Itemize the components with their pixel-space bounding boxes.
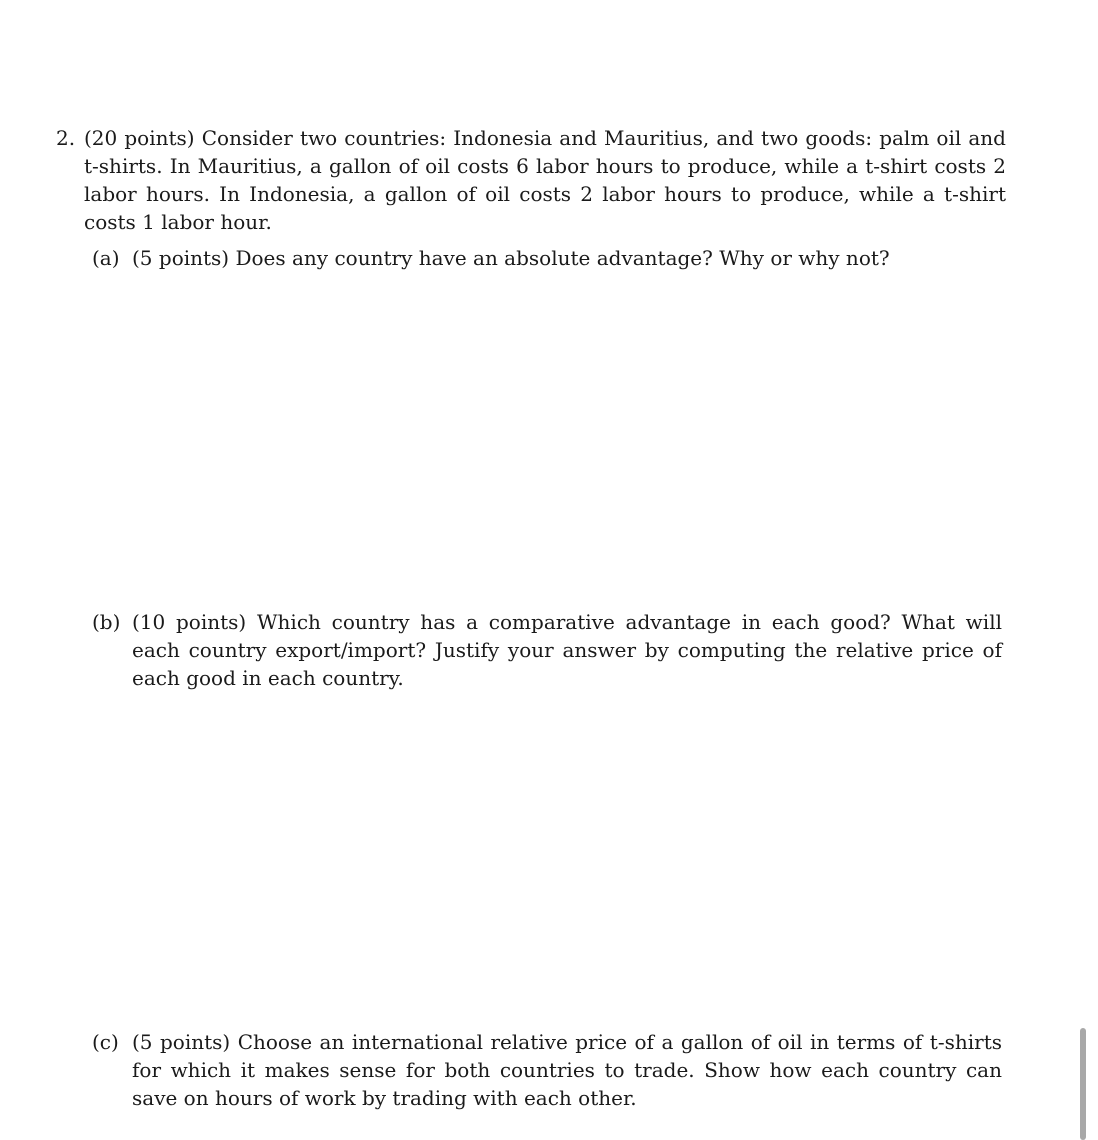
problem-number: 2. (56, 126, 76, 150)
problem-row (56, 124, 1006, 236)
part-b (92, 608, 1002, 692)
problem-2 (56, 124, 1006, 236)
vertical-scrollbar[interactable] (1080, 1028, 1086, 1140)
part-b-label: (b) (92, 610, 121, 634)
part-c (92, 1028, 1002, 1112)
part-b-question: (10 points) Which country has a comparative advantage in each good? What will each country export/import? Justify your answer by computing the relative price of each good in each country. (132, 610, 1002, 690)
problem-statement: (20 points) Consider two countries: Indonesia and Mauritius, and two goods: palm oil and t-shirts. In Mauritius, a gallon of oil costs 6 labor hours to produce, while a t-shirt costs 2 labor hours. In Indonesia, a gallon of oil costs 2 labor hours to produce, while a t-shirt costs 1 labor hour. (84, 126, 1006, 234)
part-a (92, 244, 1002, 272)
part-a-question: (5 points) Does any country have an absolute advantage? Why or why not? (132, 246, 890, 270)
part-a-label: (a) (92, 246, 120, 270)
part-c-question: (5 points) Choose an international relative price of a gallon of oil in terms of t-shirts for which it makes sense for both countries to trade. Show how each country can save on hours of work by trading with each other. (132, 1030, 1002, 1110)
part-c-label: (c) (92, 1030, 119, 1054)
